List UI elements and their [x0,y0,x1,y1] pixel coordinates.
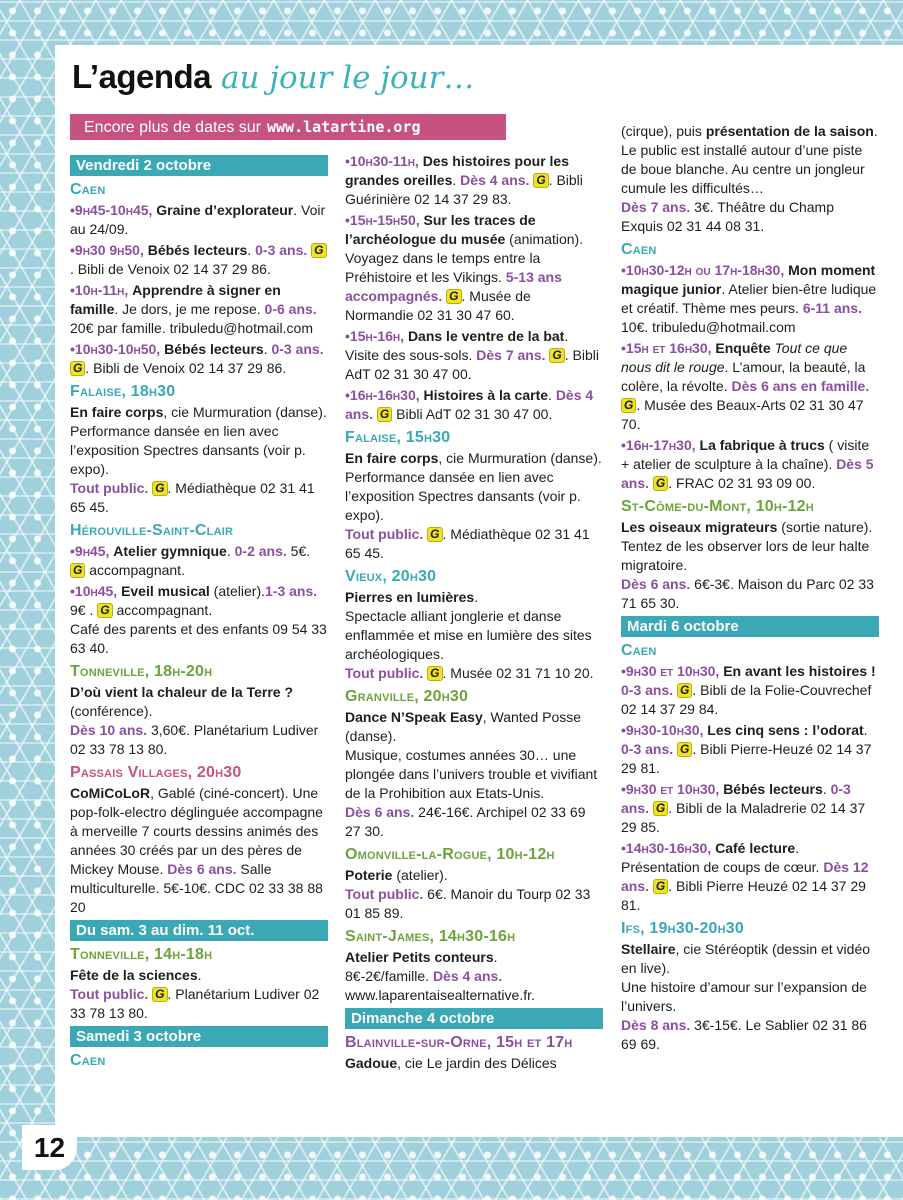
event-text: . Bibli de la Folie-Couvrechef 02 14 37 29 84. [621,682,872,717]
event-title: Atelier gymnique [113,543,227,559]
event-text: , Wanted Posse (danse). [345,709,582,744]
free-badge: G [621,398,636,413]
event-title: présentation de la saison [705,123,874,139]
location-heading: Tonneville, 14h-18h [70,946,213,963]
event-title: Dans le ventre de la bat [407,328,565,344]
event-text: Spectacle alliant jonglerie et danse enflammée et mise en lumière des sites archéologiques. [345,608,592,662]
event-title: Les oiseaux migrateurs [621,519,778,535]
event-text: Salle multiculturelle. 5€-10€. CDC 02 33 38 88 20 [70,861,323,915]
event-audience: 5-13 ans accompagnés. [345,269,562,304]
location-heading: Passais Villages, 20h30 [70,764,242,781]
event-title: Enquête [715,340,771,356]
location-heading: Falaise, 18h30 [70,383,176,400]
event-text: . [863,722,868,738]
event-text: (sortie nature). [777,519,873,535]
event-text: Bibli AdT 02 31 30 47 00. [392,406,553,422]
free-badge: G [427,666,442,681]
day-header: Mardi 6 octobre [621,616,879,637]
event-text: Performance dansée en lien avec l’exposition Spectres dansants (voir p. expo). [70,423,306,477]
event-audience: Dès 7 ans. [621,199,691,215]
page-title: L’agenda [72,58,212,95]
event-audience: Dès 6 ans. [345,804,415,820]
event-time: •16h-16h30, [345,387,420,403]
event-item [70,201,328,239]
event-item [70,542,328,580]
free-badge: G [677,683,692,698]
location-heading: Omonville-la-Rogue, 10h-12h [345,846,555,863]
event-title-italic: Tout ce que nous dit le rouge [621,340,848,375]
event-time: •10h30-11h, [345,153,419,169]
event-audience: Dès 10 ans. [70,722,148,738]
event-title: Café lecture [715,840,796,856]
event-item [345,211,603,325]
event-time: •14h30-16h30, [621,840,712,856]
event-item [70,403,328,517]
event-item [70,340,328,378]
event-item [621,780,879,837]
event-title: En faire corps [345,450,439,466]
event-text: (animation). Voyagez dans le temps entre la Préhistoire et les Vikings. [345,231,584,285]
event-text: . Médiathèque 02 31 41 65 45. [70,480,315,515]
free-badge: G [152,481,167,496]
event-title: En faire corps [70,404,164,420]
event-text: . Musée 02 31 71 10 20. [442,665,594,681]
event-text: (atelier). [209,583,266,599]
event-audience: Dès 7 ans. [476,347,546,363]
event-time: •10h30-12h ou 17h-18h30, [621,262,785,278]
event-text: (cirque), puis [621,123,706,139]
event-title: En avant les histoires ! [723,663,876,679]
event-item [621,122,879,236]
event-title: Graine d’explorateur [156,202,294,218]
event-title: Histoires à la carte [423,387,549,403]
event-text: . Bibli Pierre Heuzé 02 14 37 29 81. [621,878,866,913]
event-item [621,339,879,434]
agenda-column-2 [345,152,603,1075]
free-badge: G [70,361,85,376]
event-text: accompagnant. [112,602,213,618]
event-text: accompagnant. [85,562,185,578]
free-badge: G [311,243,326,258]
free-badge: G [653,476,668,491]
event-audience: 0-2 ans. [234,543,287,559]
event-text: . [263,341,272,357]
event-text: . Bibli Pierre-Heuzé 02 14 37 29 81. [621,741,872,776]
event-title: Dance N’Speak Easy [345,709,483,725]
free-badge: G [427,527,442,542]
event-text: . Musée de Normandie 02 31 30 47 60. [345,288,531,323]
event-time: •15h et 16h30, [621,340,712,356]
event-text: 3€. Théâtre du Champ Exquis 02 31 44 08 31. [621,199,834,234]
event-item [70,683,328,759]
location-heading: Tonneville, 18h-20h [70,663,213,680]
event-text: , cie Le jardin des Délices [397,1055,557,1071]
event-title: La fabrique à trucs [699,437,825,453]
day-header: Vendredi 2 octobre [70,155,328,176]
event-audience: Dès 12 ans. [621,859,869,894]
event-text: . Bibli AdT 02 31 30 47 00. [345,347,599,382]
event-text: . [226,543,235,559]
event-text: . L’amour, la beauté, la colère, la révolte. [621,359,866,394]
event-title: Gadoue [345,1055,398,1071]
event-text: 9€ . [70,602,98,618]
event-text: 20€ par famille. tribuledu@hotmail.com [70,320,313,336]
event-item [621,721,879,778]
event-title: Bébés lecteurs [147,242,248,258]
event-text: 5€. [286,543,311,559]
event-time: •9h30 9h50, [70,242,144,258]
event-text: . Planétarium Ludiver 02 33 78 13 80. [70,986,320,1021]
event-audience: 0-3 ans. [621,682,674,698]
event-text: . Bibli Guérinière 02 14 37 29 83. [345,172,583,207]
event-text: . Bibli de Venoix 02 14 37 29 86. [85,360,287,376]
location-heading: Caen [70,1052,106,1069]
event-text: 6€. Manoir du Tourp 02 33 01 85 89. [345,886,591,921]
event-item [345,866,603,923]
event-audience: Dès 4 ans. [345,387,594,422]
event-text: . [493,949,498,965]
event-item [345,449,603,563]
event-text: . Le public est installé autour d’une piste de boue blanche. Au centre un jongleur cumule les difficultés… [621,123,878,196]
event-audience: Dès 4 ans. [432,968,503,984]
event-audience: 1-3 ans. [265,583,318,599]
event-audience: Dès 6 ans. [167,861,237,877]
event-text: Café des parents et des enfants 09 54 33 63 40. [70,621,327,656]
event-text: . [247,242,256,258]
event-audience: 0-3 ans. [621,741,674,757]
event-text: Une histoire d’amour sur l’expansion de l’univers. [621,979,867,1014]
event-audience: 0-3 ans. [271,341,324,357]
event-text: 8€-2€/famille. [345,968,433,984]
event-item [621,662,879,719]
event-audience: Tout public. [70,480,149,496]
agenda-column-1 [70,152,328,1072]
event-text: . [452,172,461,188]
event-text: , cie Murmuration (danse). [438,450,602,466]
event-text: . FRAC 02 31 93 09 00. [668,475,816,491]
event-text: . Bibli de Venoix 02 14 37 29 86. [70,261,271,277]
event-item [621,839,879,915]
event-audience: 6-11 ans. [802,300,862,316]
location-heading: St-Côme-du-Mont, 10h-12h [621,498,814,515]
event-text: . Je dors, je me repose. [114,301,265,317]
event-item [70,966,328,1023]
event-time: •9h30-10h30, [621,722,704,738]
event-item [621,436,879,493]
page-number: 12 [22,1125,77,1170]
page-header [72,58,474,96]
event-text: . Atelier bien-être ludique et créatif. Thème mes peurs. [621,281,877,316]
free-badge: G [653,801,668,816]
banner-url[interactable]: www.latartine.org [267,118,421,136]
event-item [345,588,603,683]
event-title: Stellaire [621,941,676,957]
event-audience: Dès 6 ans en famille. [731,378,870,394]
event-text: . [548,387,556,403]
location-heading: Saint-James, 14h30-16h [345,928,516,945]
event-text: ( visite + atelier de sculpture à la chaîne). [621,437,870,472]
event-title: Fête de la sciences [70,967,198,983]
event-time: •16h-17h30, [621,437,696,453]
location-heading: Blainville-sur-Orne, 15h et 17h [345,1034,573,1051]
event-audience: 0-6 ans. [264,301,317,317]
event-time: •15h-16h, [345,328,405,344]
event-time: •9h30 et 10h30, [621,663,720,679]
event-text: . [822,781,831,797]
event-audience: Dès 5 ans. [621,456,874,491]
event-time: •10h30-10h50, [70,341,161,357]
page-subtitle: au jour le jour… [221,60,475,96]
event-title: Les cinq sens : l’odorat [707,722,864,738]
event-audience: Dès 6 ans. [621,576,691,592]
free-badge: G [152,987,167,1002]
event-text: 3,60€. Planétarium Ludiver 02 33 78 13 80. [70,722,319,757]
event-audience: Tout public. [70,986,149,1002]
event-text: . Musée des Beaux-Arts 02 31 30 47 70. [621,397,864,432]
event-text: 3€-15€. Le Sablier 02 31 86 69 69. [621,1017,867,1052]
free-badge: G [70,563,85,578]
event-item [621,940,879,1054]
event-audience: Tout public. [345,665,424,681]
event-item [70,582,328,658]
event-item [70,241,328,279]
location-heading: Caen [70,181,106,198]
event-text: (conférence). [70,703,153,719]
event-text: www.laparentaisealternative.fr. [345,987,535,1003]
event-title: Bébés lecteurs [723,781,823,797]
event-item [70,784,328,917]
event-audience: 0-3 ans. [255,242,308,258]
event-text: Musique, costumes années 30… une plongée dans l’univers trouble et vivifiant de la Prohibition aux Etats-Unis. [345,747,598,801]
event-item [621,518,879,613]
event-title: Pierres en lumières [345,589,475,605]
event-audience: 0-3 ans. [621,781,851,816]
event-item [345,386,603,424]
free-badge: G [446,289,461,304]
day-header: Samedi 3 octobre [70,1026,328,1047]
location-heading: Falaise, 15h30 [345,429,451,446]
event-title: D’où vient la chaleur de la Terre ? [70,684,294,700]
event-time: •10h-11h, [70,282,129,298]
event-text: 6€-3€. Maison du Parc 02 33 71 65 30. [621,576,874,611]
location-heading: Granville, 20h30 [345,688,469,705]
event-time: •15h-15h50, [345,212,420,228]
event-title: Des histoires pour les grandes oreilles [345,153,570,188]
event-text: 10€. tribuledu@hotmail.com [621,319,796,335]
agenda-column-3 [621,122,879,1056]
event-time: •9h45-10h45, [70,202,153,218]
free-badge: G [653,879,668,894]
location-heading: Caen [621,241,657,258]
event-text: . Médiathèque 02 31 41 65 45. [345,526,590,561]
event-text: . [474,589,479,605]
event-text: , cie Murmuration (danse). [163,404,327,420]
event-item [70,281,328,338]
event-text: , cie Stéréoptik (dessin et vidéo en live). [621,941,871,976]
event-title: Atelier Petits conteurs [345,949,494,965]
free-badge: G [377,407,392,422]
event-text: . Voir au 24/09. [70,202,326,237]
location-heading: Vieux, 20h30 [345,568,437,585]
event-text: . [197,967,202,983]
event-item [621,261,879,337]
event-title: Sur les traces de l’archéologue du musée [345,212,536,247]
location-heading: Caen [621,642,657,659]
day-header: Dimanche 4 octobre [345,1008,603,1029]
event-audience: Dès 8 ans. [621,1017,691,1033]
event-text: (atelier). [392,867,448,883]
event-time: •9h30 et 10h30, [621,781,720,797]
event-text: . Visite des sous-sols. [345,328,569,363]
event-title: Mon moment magique junior [621,262,876,297]
website-banner [70,114,506,140]
free-badge: G [97,603,112,618]
event-item [345,948,603,1005]
event-title: Apprendre à signer en famille [70,282,281,317]
event-item [345,327,603,384]
event-title: Poterie [345,867,393,883]
event-text: , Gablé (ciné-concert). Une pop-folk-electro déglinguée accompagne à merveille 7 courts dessins animés des années 30 créés par un des pères de Mickey Mouse. [70,785,323,877]
event-item [345,708,603,841]
event-title: Eveil musical [121,583,210,599]
free-badge: G [533,173,548,188]
event-title: Bébés lecteurs [164,341,264,357]
event-text: 24€-16€. Archipel 02 33 69 27 30. [345,804,586,839]
event-item [345,152,603,209]
event-time: •9h45, [70,543,110,559]
free-badge: G [677,742,692,757]
event-item [345,1054,603,1073]
banner-text: Encore plus de dates sur [84,119,261,136]
event-time: •10h45, [70,583,118,599]
event-audience: Dès 4 ans. [460,172,530,188]
event-text: . Présentation de coups de cœur. [621,840,824,875]
event-audience: Tout public. [345,886,424,902]
event-audience: Tout public. [345,526,424,542]
day-header: Du sam. 3 au dim. 11 oct. [70,920,328,941]
event-title: CoMiCoLoR [70,785,151,801]
event-text: . Bibli de la Maladrerie 02 14 37 29 85. [621,800,866,835]
location-heading: Ifs, 19h30-20h30 [621,920,744,937]
event-text: Performance dansée en lien avec l’exposition Spectres dansants (voir p. expo). [345,469,581,523]
location-heading: Hérouville-Saint-Clair [70,522,234,539]
event-text: Tentez de les observer lors de leur halte migratoire. [621,538,870,573]
free-badge: G [549,348,564,363]
